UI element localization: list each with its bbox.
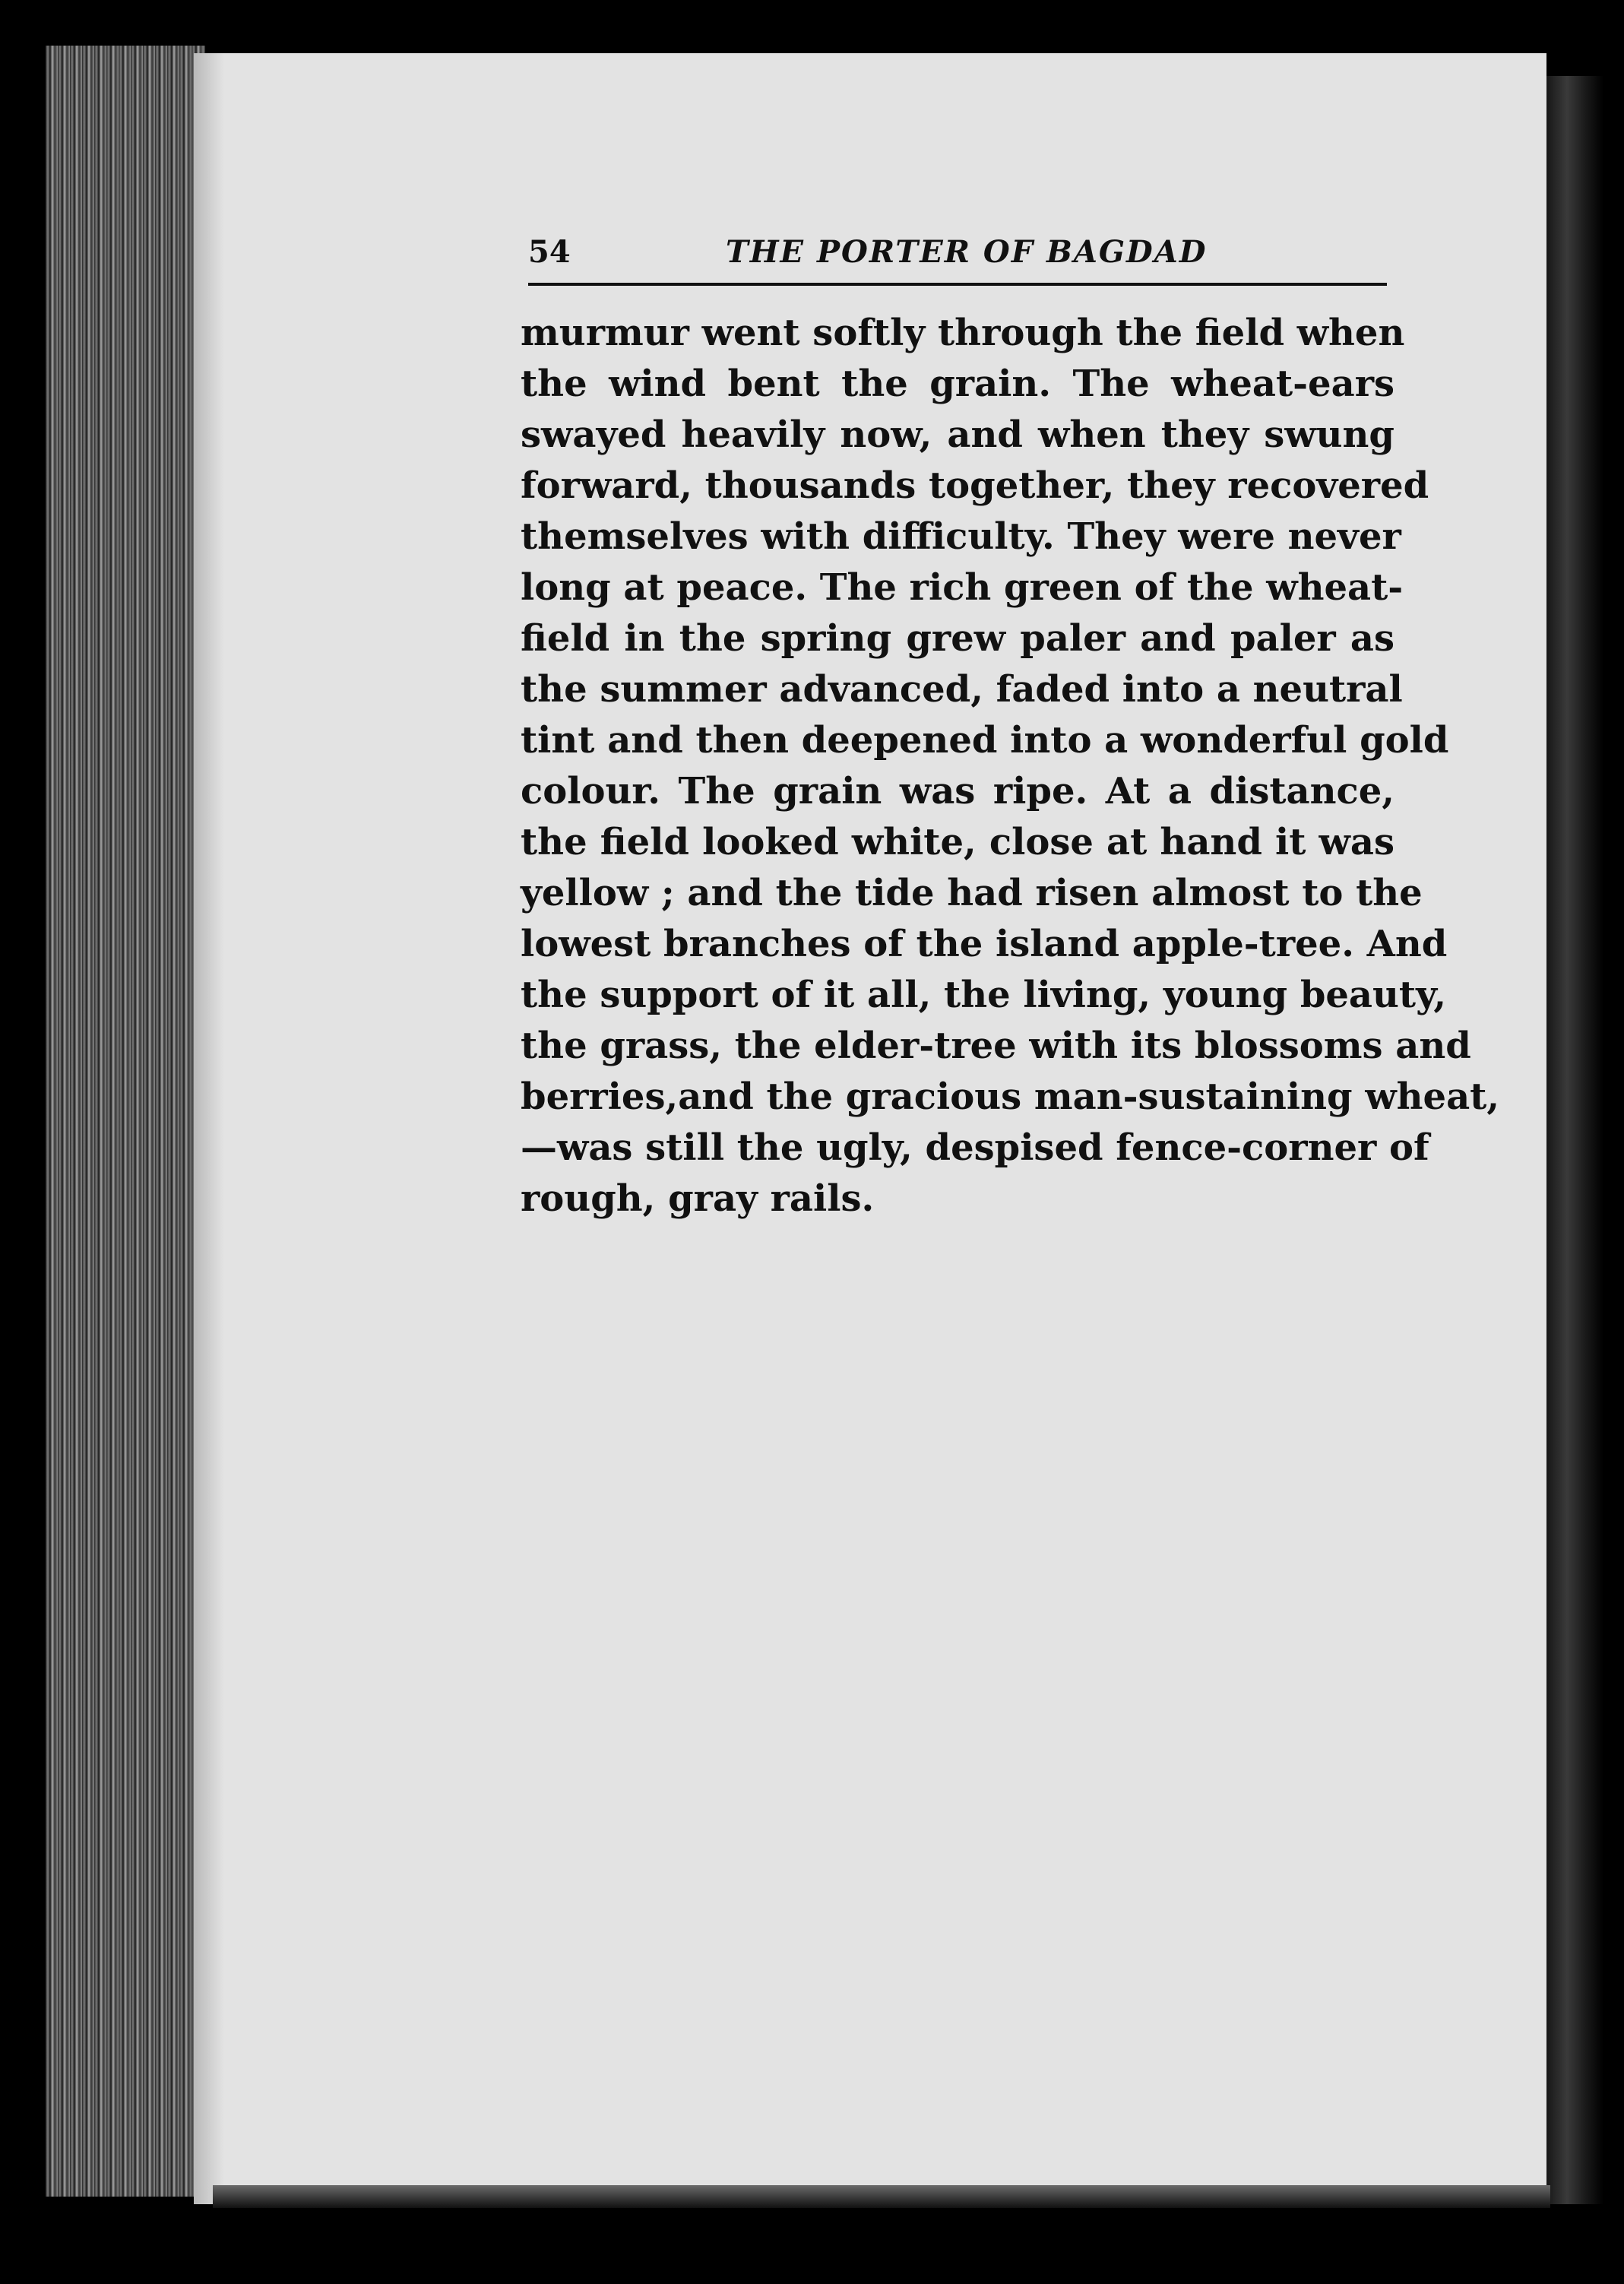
- text-line: the field looked white, close at hand it was: [521, 821, 1394, 863]
- text-line: the support of it all, the living, young beauty,: [521, 974, 1447, 1016]
- text-line: —was still the ugly, despised fence-corner of: [521, 1126, 1429, 1169]
- body-paragraph: [521, 308, 1500, 1224]
- page-edges: [46, 46, 205, 2197]
- text-line: murmur went softly through the field when: [521, 312, 1405, 354]
- text-line: yellow ; and the tide had risen almost to the: [521, 872, 1423, 914]
- text-line: lowest branches of the island apple-tree. And: [521, 923, 1448, 965]
- text-line: field in the spring grew paler and paler as: [521, 617, 1394, 660]
- header-rule: [528, 283, 1387, 286]
- page-bottom-edge: [213, 2185, 1550, 2208]
- text-line: the summer advanced, faded into a neutral: [521, 668, 1403, 711]
- text-line: long at peace. The rich green of the wheat-: [521, 566, 1404, 609]
- text-line: tint and then deepened into a wonderful gold: [521, 719, 1449, 762]
- text-line: themselves with difficulty. They were never: [521, 515, 1401, 558]
- text-line: berries,and the gracious man-sustaining wheat,: [521, 1075, 1500, 1118]
- running-title: THE PORTER OF BAGDAD: [726, 234, 1208, 270]
- text-line: swayed heavily now, and when they swung: [521, 413, 1394, 456]
- binding-edge: [1543, 76, 1603, 2204]
- text-line: colour. The grain was ripe. At a distance,: [521, 770, 1394, 813]
- text-line: the grass, the elder-tree with its blossoms and: [521, 1025, 1471, 1067]
- text-line: the wind bent the grain. The wheat-ears: [521, 363, 1394, 405]
- text-line: rough, gray rails.: [521, 1177, 875, 1220]
- page-number: 54: [528, 234, 571, 270]
- page-header: [528, 228, 1387, 274]
- page-gutter-shadow: [194, 53, 224, 2204]
- text-line: forward, thousands together, they recovered: [521, 464, 1429, 507]
